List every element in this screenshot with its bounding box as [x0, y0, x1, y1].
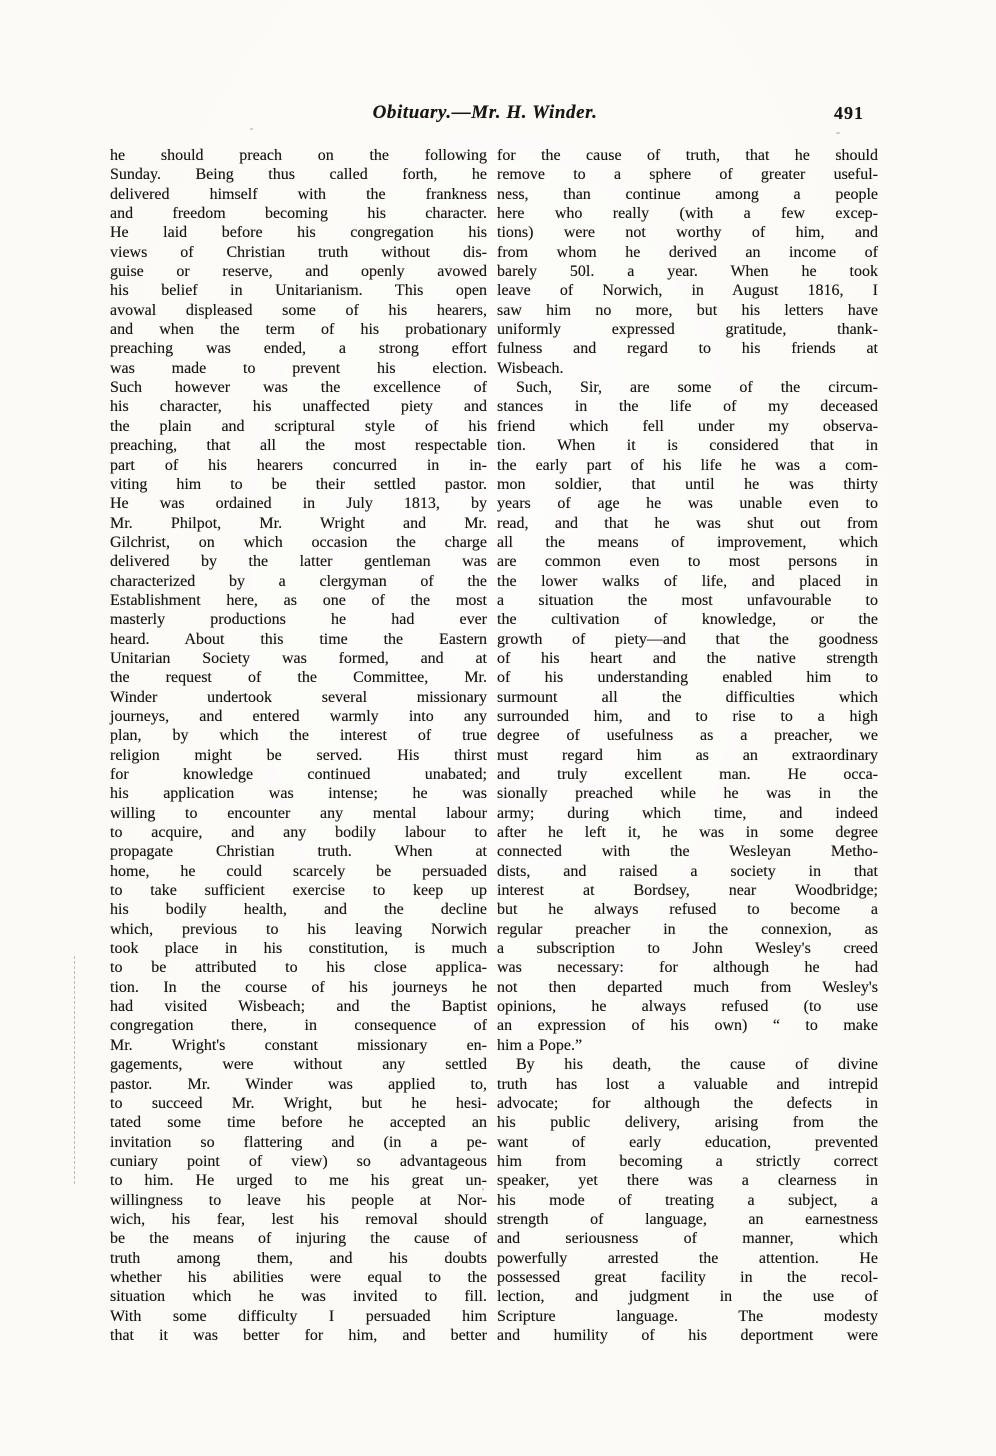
- page-title: Obituary.—Mr. H. Winder.: [372, 102, 598, 123]
- text-line: Sunday. Being thus called forth, he: [110, 166, 487, 184]
- text-line: the plain and scriptural style of his: [110, 417, 487, 435]
- text-line: the request of the Committee, Mr.: [110, 669, 487, 687]
- text-line: Establishment here, as one of the most: [110, 591, 487, 609]
- text-line: guise or reserve, and openly avowed: [110, 263, 487, 281]
- text-line: dists, and raised a society in that: [497, 862, 878, 880]
- text-line: plan, by which the interest of true: [110, 727, 487, 745]
- text-line: avowal displeased some of his hearers,: [110, 301, 487, 319]
- text-line: invitation so flattering and (in a pe-: [110, 1133, 487, 1151]
- text-line: be the means of injuring the cause of: [110, 1230, 487, 1248]
- paragraph: [497, 378, 878, 1055]
- text-line: whether his abilities were equal to the: [110, 1268, 487, 1286]
- text-line: the early part of his life he was a com-: [497, 456, 878, 474]
- text-line: Unitarian Society was formed, and at: [110, 649, 487, 667]
- text-line: and truly excellent man. He occa-: [497, 766, 878, 783]
- text-line: religion might be served. His thirst: [110, 746, 487, 764]
- text-line: powerfully arrested the attention. He: [497, 1249, 878, 1267]
- text-line: to succeed Mr. Wright, but he hesi-: [110, 1094, 487, 1112]
- text-line: for the cause of truth, that he should: [497, 147, 878, 164]
- text-line: possessed great facility in the recol-: [497, 1268, 878, 1286]
- text-line: and when the term of his probationary: [110, 321, 487, 339]
- paragraph: [497, 146, 878, 378]
- text-line: had visited Wisbeach; and the Baptist: [110, 998, 487, 1016]
- text-line: home, he could scarcely be persuaded: [110, 862, 487, 880]
- text-line: characterized by a clergyman of the: [110, 572, 487, 590]
- text-line: took place in his constitution, is much: [110, 940, 487, 958]
- text-line: preaching was ended, a strong effort: [110, 340, 487, 358]
- running-header: [110, 102, 878, 130]
- text-line: He laid before his congregation his: [110, 224, 487, 242]
- text-line: to acquire, and any bodily labour to: [110, 824, 487, 842]
- text-line: uniformly expressed gratitude, thank-: [497, 321, 878, 339]
- text-line: interest at Bordsey, near Woodbridge;: [497, 882, 878, 900]
- text-line: masterly productions he had ever: [110, 611, 487, 629]
- text-line: read, and that he was shut out from: [497, 514, 878, 532]
- text-line: Wisbeach.: [497, 359, 564, 377]
- text-line: saw him no more, but his letters have: [497, 301, 878, 319]
- text-line: a subscription to John Wesley's creed: [497, 940, 878, 958]
- text-line: By his death, the cause of divine: [516, 1056, 878, 1074]
- text-line: propagate Christian truth. When at: [110, 843, 487, 861]
- text-line: and seriousness of manner, which: [497, 1230, 878, 1248]
- text-line: friend which fell under my observa-: [497, 417, 878, 435]
- text-line: all the means of improvement, which: [497, 533, 878, 551]
- text-line: his mode of treating a subject, a: [497, 1191, 878, 1209]
- text-line: views of Christian truth without dis-: [110, 243, 487, 261]
- text-line: to be attributed to his close applica-: [110, 959, 487, 977]
- text-line: delivered himself with the frankness: [110, 185, 487, 203]
- text-line: tated some time before he accepted an: [110, 1114, 487, 1132]
- left-column: [110, 146, 487, 1345]
- text-line: the cultivation of knowledge, or the: [497, 611, 878, 629]
- text-line: surmount all the difficulties which: [497, 688, 878, 706]
- text-line: part of his hearers concurred in in-: [110, 456, 487, 474]
- text-line: willing to encounter any mental labour: [110, 804, 487, 822]
- text-line: connected with the Wesleyan Metho-: [497, 843, 878, 861]
- text-line: Mr. Philpot, Mr. Wright and Mr.: [110, 514, 487, 532]
- text-line: fulness and regard to his friends at: [497, 340, 878, 358]
- text-line: him a Pope.”: [497, 1036, 583, 1054]
- text-line: him from becoming a strictly correct: [497, 1152, 878, 1170]
- text-line: He was ordained in July 1813, by: [110, 495, 487, 513]
- text-line: delivered by the latter gentleman was: [110, 553, 487, 571]
- text-line: Such, Sir, are some of the circum-: [516, 379, 878, 397]
- text-line: want of early education, prevented: [497, 1133, 878, 1151]
- text-line: tion. In the course of his journeys he: [110, 978, 487, 996]
- text-line: leave of Norwich, in August 1816, I: [497, 282, 878, 300]
- text-line: army; during which time, and indeed: [497, 804, 878, 822]
- text-line: to take sufficient exercise to keep up: [110, 882, 487, 900]
- page-number: 491: [834, 103, 864, 123]
- text-line: opinions, he always refused (to use: [497, 998, 878, 1016]
- text-line: of his heart and the native strength: [497, 649, 878, 667]
- paragraph: [110, 146, 487, 1345]
- text-line: Such however was the excellence of: [110, 379, 487, 397]
- text-line: mon soldier, that until he was thirty: [497, 475, 878, 493]
- text-line: tions) were not worthy of him, and: [497, 224, 878, 242]
- text-line: congregation there, in consequence of: [110, 1017, 487, 1035]
- text-line: must regard him as an extraordinary: [497, 746, 878, 764]
- text-line: for knowledge continued unabated;: [110, 766, 487, 783]
- text-line: truth among them, and his doubts: [110, 1249, 487, 1267]
- text-line: barely 50l. a year. When he took: [497, 263, 878, 281]
- text-line: Scripture language. The modesty: [497, 1307, 878, 1325]
- text-line: sionally preached while he was in the: [497, 785, 878, 803]
- scan-artifact-speck: [836, 132, 840, 134]
- text-line: gagements, were without any settled: [110, 1056, 487, 1074]
- text-line: pastor. Mr. Winder was applied to,: [110, 1075, 487, 1093]
- text-line: and freedom becoming his character.: [110, 205, 487, 223]
- text-line: and humility of his deportment were: [497, 1326, 878, 1344]
- text-line: a situation the most unfavourable to: [497, 591, 878, 609]
- text-line: was necessary: for although he had: [497, 959, 878, 977]
- text-line: of his understanding enabled him to: [497, 669, 878, 687]
- text-line: regular preacher in the connexion, as: [497, 920, 878, 938]
- text-line: Winder undertook several missionary: [110, 688, 487, 706]
- text-line: surrounded him, and to rise to a high: [497, 707, 878, 725]
- text-line: strength of language, an earnestness: [497, 1210, 878, 1228]
- text-line: Gilchrist, on which occasion the charge: [110, 533, 487, 551]
- text-line: years of age he was unable even to: [497, 495, 878, 513]
- text-line: his bodily health, and the decline: [110, 901, 487, 919]
- text-line: he should preach on the following: [110, 147, 487, 164]
- text-line: from whom he derived an income of: [497, 243, 878, 261]
- text-line: situation which he was invited to fill.: [110, 1288, 487, 1306]
- right-column: [497, 146, 878, 1345]
- text-line: viting him to be their settled pastor.: [110, 475, 487, 493]
- text-line: his application was intense; he was: [110, 785, 487, 803]
- text-line: heard. About this time the Eastern: [110, 630, 487, 648]
- text-line: an expression of his own) “ to make: [497, 1017, 878, 1035]
- text-line: preaching, that all the most respectable: [110, 437, 487, 455]
- text-line: ness, than continue among a people: [497, 185, 878, 203]
- text-line: growth of piety—and that the goodness: [497, 630, 878, 648]
- text-line: that it was better for him, and better: [110, 1326, 487, 1344]
- text-line: With some difficulty I persuaded him: [110, 1307, 487, 1325]
- text-line: tion. When it is considered that in: [497, 437, 878, 455]
- paragraph: [497, 1055, 878, 1345]
- text-line: not then departed much from Wesley's: [497, 978, 878, 996]
- text-line: Mr. Wright's constant missionary en-: [110, 1036, 487, 1054]
- text-line: his public delivery, arising from the: [497, 1114, 878, 1132]
- text-line: his belief in Unitarianism. This open: [110, 282, 487, 300]
- text-line: the lower walks of life, and placed in: [497, 572, 878, 590]
- text-line: his character, his unaffected piety and: [110, 398, 487, 416]
- scan-artifact-margin-line: [74, 956, 75, 1184]
- text-line: which, previous to his leaving Norwich: [110, 920, 487, 938]
- text-line: to him. He urged to me his great un-: [110, 1172, 487, 1190]
- text-line: stances in the life of my deceased: [497, 398, 878, 416]
- text-line: willingness to leave his people at Nor-: [110, 1191, 487, 1209]
- text-columns: [110, 146, 878, 1345]
- text-line: after he left it, he was in some degree: [497, 824, 878, 842]
- text-line: but he always refused to become a: [497, 901, 878, 919]
- text-line: was made to prevent his election.: [110, 359, 487, 377]
- text-line: truth has lost a valuable and intrepid: [497, 1075, 878, 1093]
- text-line: journeys, and entered warmly into any: [110, 707, 487, 725]
- text-line: advocate; for although the defects in: [497, 1094, 878, 1112]
- text-line: remove to a sphere of greater useful-: [497, 166, 878, 184]
- text-line: here who really (with a few excep-: [497, 205, 878, 223]
- text-line: speaker, yet there was a clearness in: [497, 1172, 878, 1190]
- text-line: lection, and judgment in the use of: [497, 1288, 878, 1306]
- text-line: degree of usefulness as a preacher, we: [497, 727, 878, 745]
- text-line: are common even to most persons in: [497, 553, 878, 571]
- text-line: wich, his fear, lest his removal should: [110, 1210, 487, 1228]
- text-line: cuniary point of view) so advantageous: [110, 1152, 487, 1170]
